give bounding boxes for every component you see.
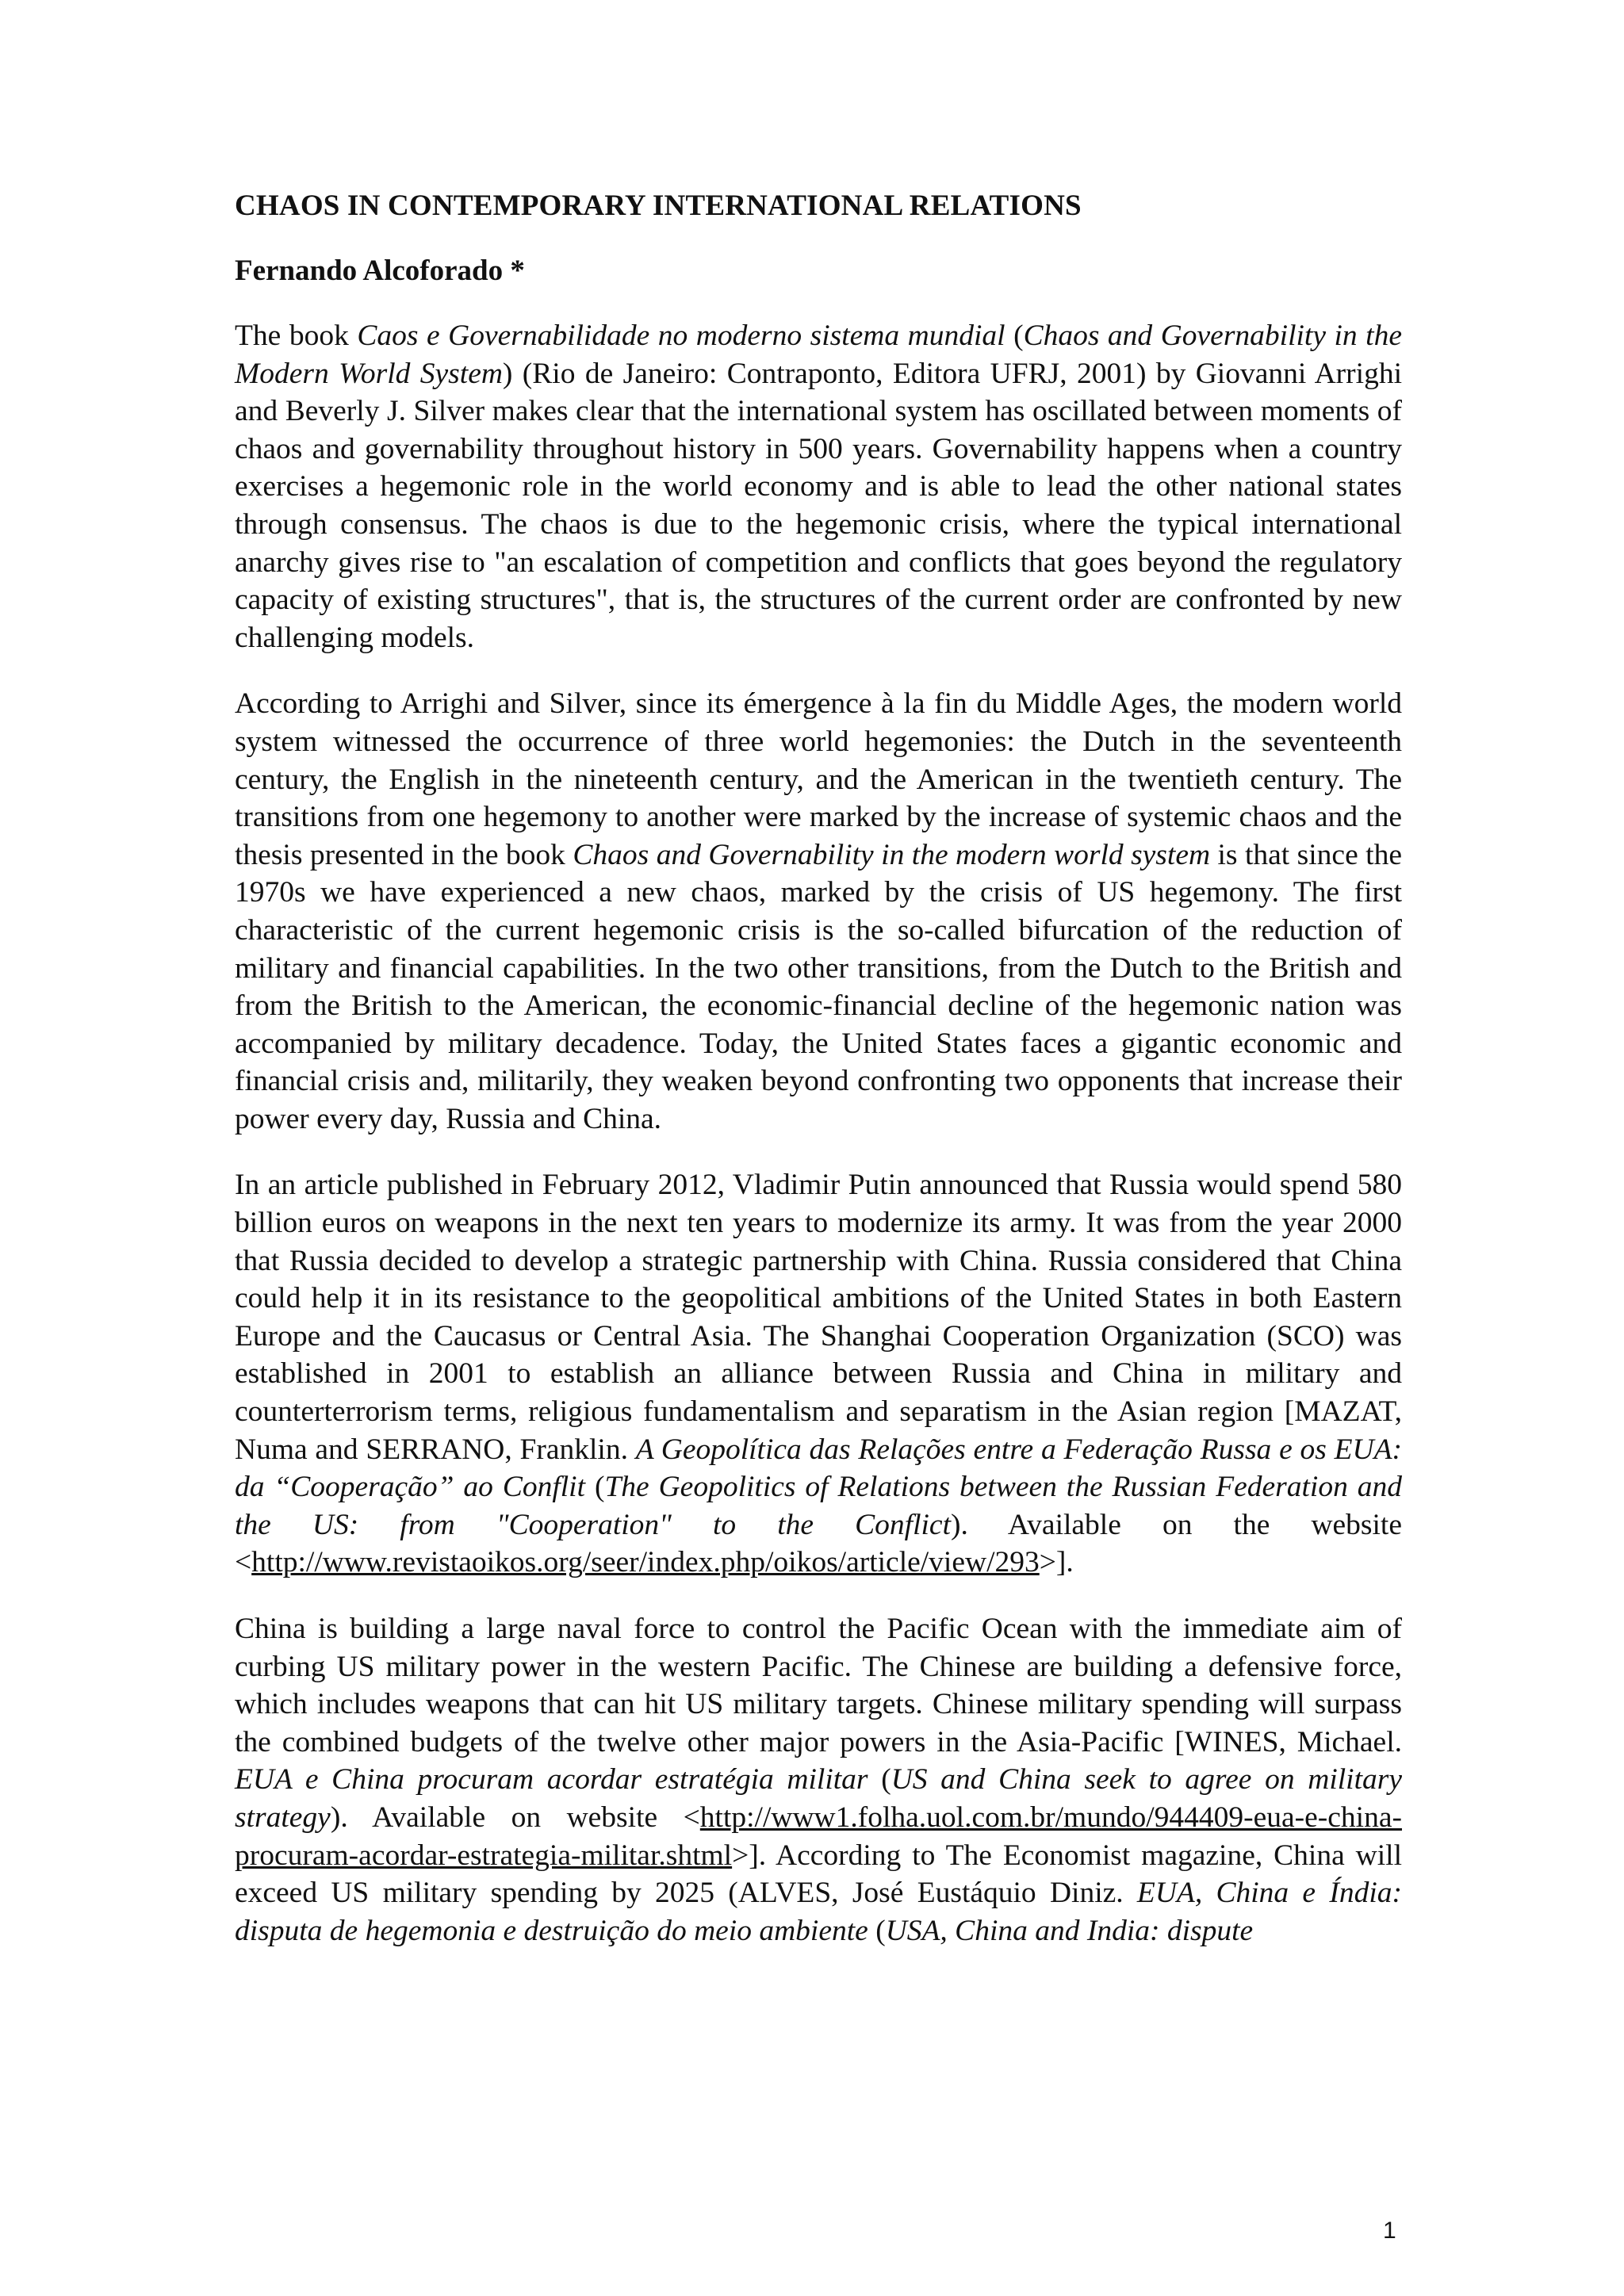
italic-text: US and China seek to agree on military strategy: [235, 1763, 1402, 1834]
text-segment: The book: [235, 320, 358, 352]
text-segment: >]. According to The Economist magazine, China will exceed US military spending by 2025 (ALVES, José Eustáquio Diniz.: [235, 1839, 1402, 1910]
text-segment: is that since the 1970s we have experienced a new chaos, marked by the crisis of US hegemony. The first characteristic of the current hegemonic crisis is the so-called bifurcation of the reduction of military and financial capabilities. In the two other transitions, from the Dutch to the British and from the British to the American, the economic-financial decline of the hegemonic nation was accompanied by military decadence. Today, the United States faces a gigantic economic and financial crisis and, militarily, they weaken beyond confronting two opponents that increase their power every day, Russia and China.: [235, 838, 1402, 1135]
italic-text: USA, China and India: dispute: [885, 1914, 1254, 1947]
paragraph-arrighi-silver: [235, 685, 1402, 1138]
document-body: [235, 317, 1402, 1950]
italic-text: The Geopolitics of Relations between the Russian Federation and the US: from "Cooperation" to the Conflict: [235, 1471, 1402, 1541]
italic-text: EUA e China procuram acordar estratégia militar: [235, 1763, 868, 1797]
paragraph-russia-china: [235, 1166, 1402, 1582]
text-segment: In an article published in February 2012, Vladimir Putin announced that Russia would spend 580 billion euros on weapons in the next ten years to modernize its army. It was from the year 2000 that Russia decided to develop a strategic partnership with China. Russia considered that China could help it in its resistance to the geopolitical ambitions of the United States in both Eastern Europe and the Caucasus or Central Asia. The Shanghai Cooperation Organization (SCO) was established in 2001 to establish an alliance between Russia and China in military and counterterrorism terms, religious fundamentalism and separatism in the Asian region [MAZAT, Numa and SERRANO, Franklin.: [235, 1169, 1402, 1466]
paragraph-china-naval: [235, 1610, 1402, 1950]
document-page: [235, 187, 1402, 1950]
text-segment: (: [585, 1471, 605, 1504]
italic-text: Caos e Governabilidade no moderno sistema mundial: [357, 320, 1005, 352]
italic-text: A Geopolítica das Relações entre a Federação Russa e os EUA: da “Cooperação” ao Conflit: [235, 1433, 1402, 1504]
page-number: 1: [1383, 2218, 1396, 2244]
text-segment: (: [1005, 320, 1024, 352]
text-segment: ) (Rio de Janeiro: Contraponto, Editora UFRJ, 2001) by Giovanni Arrighi and Beverly J. Silver makes clear that the international system has oscillated between moments of chaos and governability throughout history in 500 years. Governability happens when a country exercises a hegemonic role in the world economy and is able to lead the other national states through consensus. The chaos is due to the hegemonic crisis, where the typical international anarchy gives rise to "an escalation of competition and conflicts that goes beyond the regulatory capacity of existing structures", that is, the structures of the current order are confronted by new challenging models.: [235, 357, 1402, 654]
text-segment: >].: [1039, 1546, 1074, 1579]
italic-text: EUA, China e Índia: disputa de hegemonia e destruição do meio ambiente: [235, 1877, 1402, 1947]
url-link[interactable]: http://www.revistaoikos.org/seer/index.php/oikos/article/view/293: [251, 1546, 1040, 1579]
text-segment: According to Arrighi and Silver, since its émergence à la fin du Middle Ages, the modern world system witnessed the occurrence of three world hegemonies: the Dutch in the seventeenth century, the English in the nineteenth century, and the American in the twentieth century. The transitions from one hegemony to another were marked by the increase of systemic chaos and the thesis presented in the book: [235, 687, 1402, 871]
text-segment: ). Available on website <: [330, 1800, 700, 1834]
text-segment: China is building a large naval force to control the Pacific Ocean with the immediate aim of curbing US military power in the western Pacific. The Chinese are building a defensive force, which includes weapons that can hit US military targets. Chinese military spending will surpass the combined budgets of the twelve other major powers in the Asia-Pacific [WINES, Michael.: [235, 1613, 1402, 1758]
italic-text: Chaos and Governability in the modern world system: [573, 838, 1211, 871]
text-segment: (: [868, 1914, 886, 1947]
text-segment: ). Available on the website <: [235, 1508, 1402, 1579]
text-segment: (: [868, 1763, 891, 1797]
document-author: Fernando Alcoforado *: [235, 254, 525, 287]
italic-text: Chaos and Governability in the Modern World System: [235, 320, 1402, 390]
url-link[interactable]: http://www1.folha.uol.com.br/mundo/944409-eua-e-china-procuram-acordar-estrategia-militar.shtml: [235, 1800, 1402, 1872]
paragraph-hegemony-intro: [235, 317, 1402, 656]
document-title: CHAOS IN CONTEMPORARY INTERNATIONAL RELATIONS: [235, 189, 1082, 222]
